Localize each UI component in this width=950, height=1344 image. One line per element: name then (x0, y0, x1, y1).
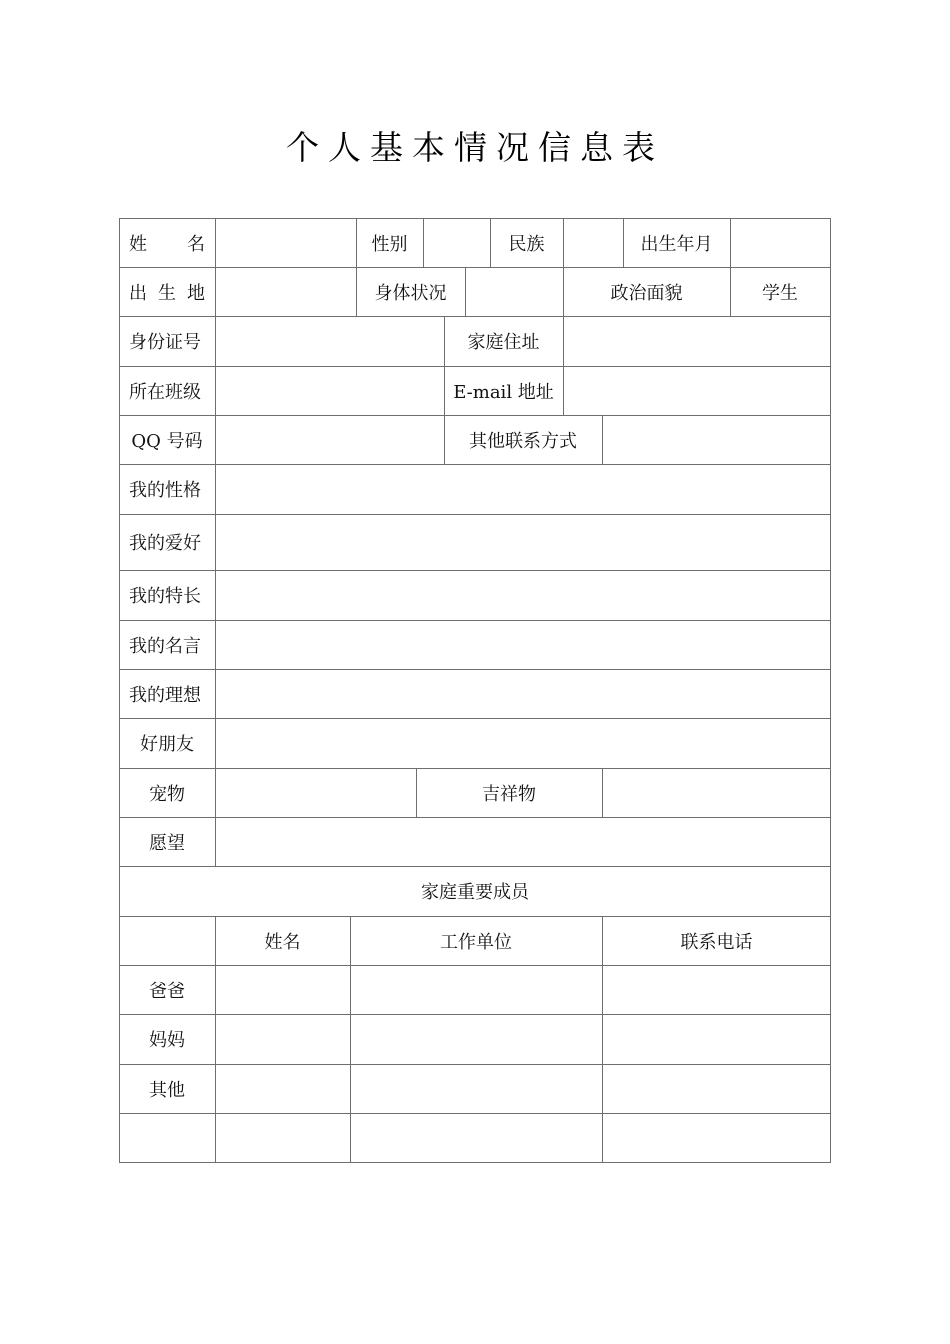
personality-input-cell[interactable] (216, 465, 830, 514)
label-specialty: 我的特长 (129, 586, 201, 607)
family-row-label: 妈妈 (149, 1030, 185, 1051)
father-phone-cell[interactable] (603, 966, 830, 1014)
label-wish: 愿望 (149, 832, 185, 854)
label-other-contact: 其他联系方式 (469, 430, 577, 452)
mother-phone-cell[interactable] (603, 1015, 830, 1064)
ideal-input-cell[interactable] (216, 670, 830, 718)
family-col-name: 姓名 (264, 931, 301, 953)
label-friends: 好朋友 (140, 734, 194, 755)
label-birthplace (119, 267, 215, 316)
info-form-table (119, 218, 831, 1163)
friends-input-cell[interactable] (216, 719, 830, 768)
extra-phone-cell[interactable] (603, 1114, 830, 1162)
label-name-char-2: 名 (187, 233, 205, 255)
ethnicity-input-cell[interactable] (564, 219, 623, 267)
family-col-workplace: 工作单位 (440, 931, 512, 953)
mascot-input-cell[interactable] (603, 769, 830, 817)
label-birthplace-char-2: 生 (158, 282, 176, 304)
birthplace-input-cell[interactable] (216, 268, 356, 316)
label-id-number: 身份证号 (129, 332, 201, 353)
class-input-cell[interactable] (216, 367, 444, 415)
label-political-status: 政治面貌 (610, 282, 683, 304)
birth-date-input-cell[interactable] (731, 219, 830, 267)
family-row-label: 爸爸 (149, 980, 185, 1002)
label-personality: 我的性格 (129, 480, 201, 501)
family-col-phone: 联系电话 (680, 931, 753, 953)
motto-input-cell[interactable] (216, 621, 830, 669)
row-divider (119, 1162, 831, 1163)
father-name-cell[interactable] (216, 966, 350, 1014)
label-pet: 宠物 (149, 783, 185, 805)
wish-input-cell[interactable] (216, 818, 830, 866)
label-class: 所在班级 (129, 381, 201, 403)
label-ideal: 我的理想 (129, 684, 201, 706)
label-birthplace-char-1: 出 (129, 282, 147, 304)
label-home-address: 家庭住址 (467, 332, 540, 353)
other-workplace-cell[interactable] (351, 1065, 602, 1113)
id-number-input-cell[interactable] (216, 317, 444, 366)
qq-input-cell[interactable] (216, 416, 444, 464)
label-gender: 性别 (371, 233, 408, 255)
label-hobbies: 我的爱好 (129, 533, 201, 554)
label-qq: QQ 号码 (131, 430, 203, 452)
gender-input-cell[interactable] (424, 219, 490, 267)
extra-name-cell[interactable] (216, 1114, 350, 1162)
other-contact-input-cell[interactable] (603, 416, 830, 464)
home-address-input-cell[interactable] (564, 317, 830, 366)
label-birthplace-char-3: 地 (187, 282, 205, 304)
mother-workplace-cell[interactable] (351, 1015, 602, 1064)
political-status-value[interactable]: 学生 (762, 282, 798, 304)
hobbies-input-cell[interactable] (216, 515, 830, 570)
page-title: 个人基本情况信息表 (286, 128, 664, 167)
family-header-blank-cell (120, 917, 215, 965)
family-row-label (119, 1113, 215, 1162)
label-health: 身体状况 (374, 282, 447, 304)
specialty-input-cell[interactable] (216, 571, 830, 620)
label-mascot: 吉祥物 (482, 783, 536, 805)
label-ethnicity: 民族 (508, 233, 545, 255)
other-name-cell[interactable] (216, 1065, 350, 1113)
other-phone-cell[interactable] (603, 1065, 830, 1113)
mother-name-cell[interactable] (216, 1015, 350, 1064)
table-border-right (830, 218, 831, 1163)
label-motto: 我的名言 (129, 635, 201, 657)
label-name-char-1: 姓 (129, 233, 147, 255)
email-input-cell[interactable] (564, 367, 830, 415)
father-workplace-cell[interactable] (351, 966, 602, 1014)
family-heading: 家庭重要成员 (421, 882, 529, 903)
name-input-cell[interactable] (216, 219, 356, 267)
label-email: E-mail 地址 (453, 381, 554, 403)
label-name (119, 218, 215, 267)
pet-input-cell[interactable] (216, 769, 416, 817)
family-row-label: 其他 (149, 1079, 185, 1101)
health-input-cell[interactable] (466, 268, 563, 316)
label-birth-date: 出生年月 (640, 233, 713, 255)
extra-workplace-cell[interactable] (351, 1114, 602, 1162)
